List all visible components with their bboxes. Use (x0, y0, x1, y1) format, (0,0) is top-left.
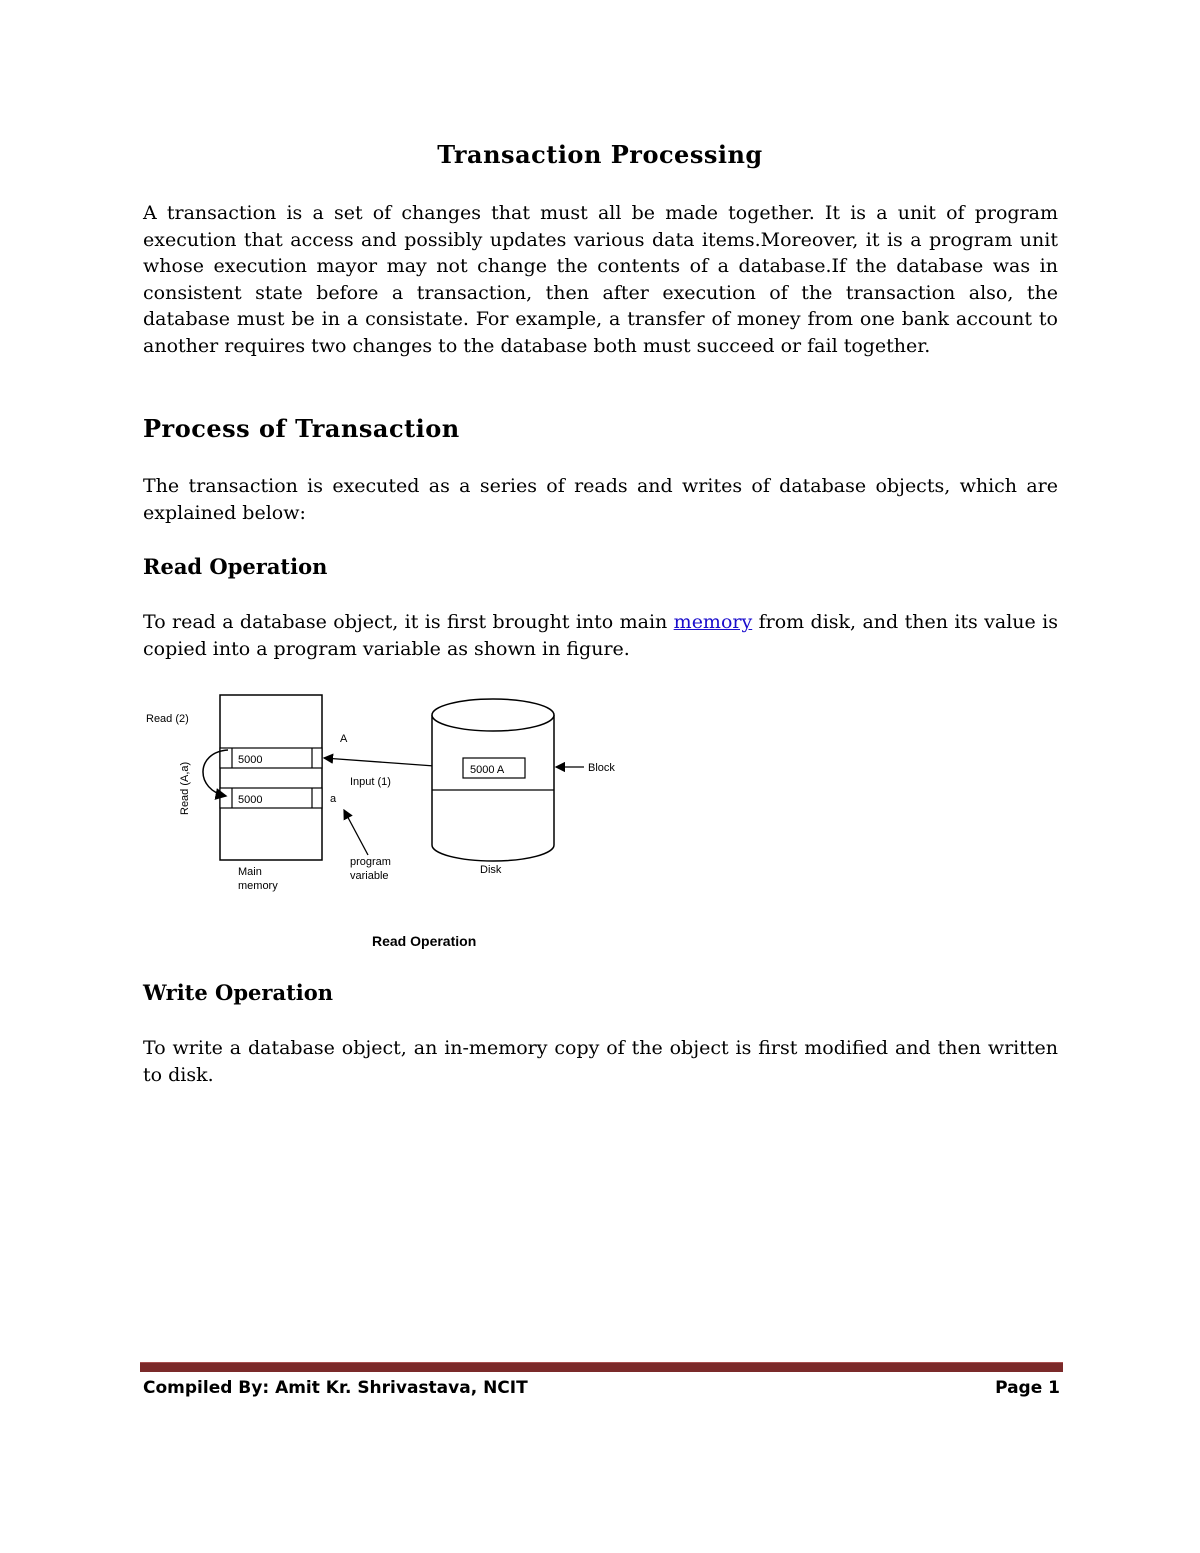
memory-value-top: 5000 (238, 754, 263, 766)
read-operation-figure (140, 690, 640, 960)
var-a-label: a (330, 793, 337, 805)
write-operation-paragraph: To write a database object, an in-memory copy of the object is first modified and then written to disk. (143, 1037, 1058, 1086)
read-operation-heading: Read Operation (143, 554, 328, 579)
footer-divider (140, 1362, 1063, 1372)
memory-slot-bottom (220, 788, 322, 808)
main-memory-label-2: memory (238, 880, 278, 892)
input-label: Input (1) (350, 776, 391, 788)
read2-label: Read (2) (146, 713, 189, 725)
main-memory-label-1: Main (238, 866, 262, 878)
read-text-before: To read a database object, it is first brought into main (143, 611, 674, 633)
footer-page-number: Page 1 (995, 1378, 1060, 1398)
program-variable-label-1: program (350, 856, 391, 868)
disk-cylinder (432, 715, 554, 861)
section-heading: Process of Transaction (143, 414, 460, 443)
memory-link[interactable]: memory (673, 611, 753, 633)
disk-top (432, 699, 554, 731)
section-paragraph: The transaction is executed as a series of reads and writes of database objects, which are explained below: (143, 475, 1058, 524)
var-A-label: A (340, 733, 348, 745)
disk-value: 5000 A (470, 764, 505, 776)
read-operation-paragraph (143, 609, 1058, 662)
memory-slot-top (220, 748, 322, 768)
disk-label: Disk (480, 864, 502, 876)
footer-author: Compiled By: Amit Kr. Shrivastava, NCIT (143, 1378, 528, 1398)
page-title: Transaction Processing (437, 140, 763, 169)
figure-caption: Read Operation (372, 933, 477, 949)
read-side-label: Read (A,a) (179, 761, 191, 815)
program-variable-arrow (344, 810, 368, 855)
block-label: Block (588, 762, 615, 774)
memory-value-bottom: 5000 (238, 794, 263, 806)
read-text-after: from disk, and then its value is copied into a program variable as shown in figure. (143, 611, 1058, 660)
program-variable-label-2: variable (350, 870, 389, 882)
main-memory-box (220, 695, 322, 860)
write-operation-heading: Write Operation (143, 980, 334, 1005)
intro-paragraph: A transaction is a set of changes that must all be made together. It is a unit of program execution that access and possibly updates various data items.Moreover, it is a program unit whose execution mayor may not change the contents of a database.If the database was in consistent state before a transaction, then after execution of the transaction also, the database must be in a consistate. For example, a transfer of money from one bank account to another requires two changes to the database both must succeed or fail together. (143, 202, 1058, 357)
